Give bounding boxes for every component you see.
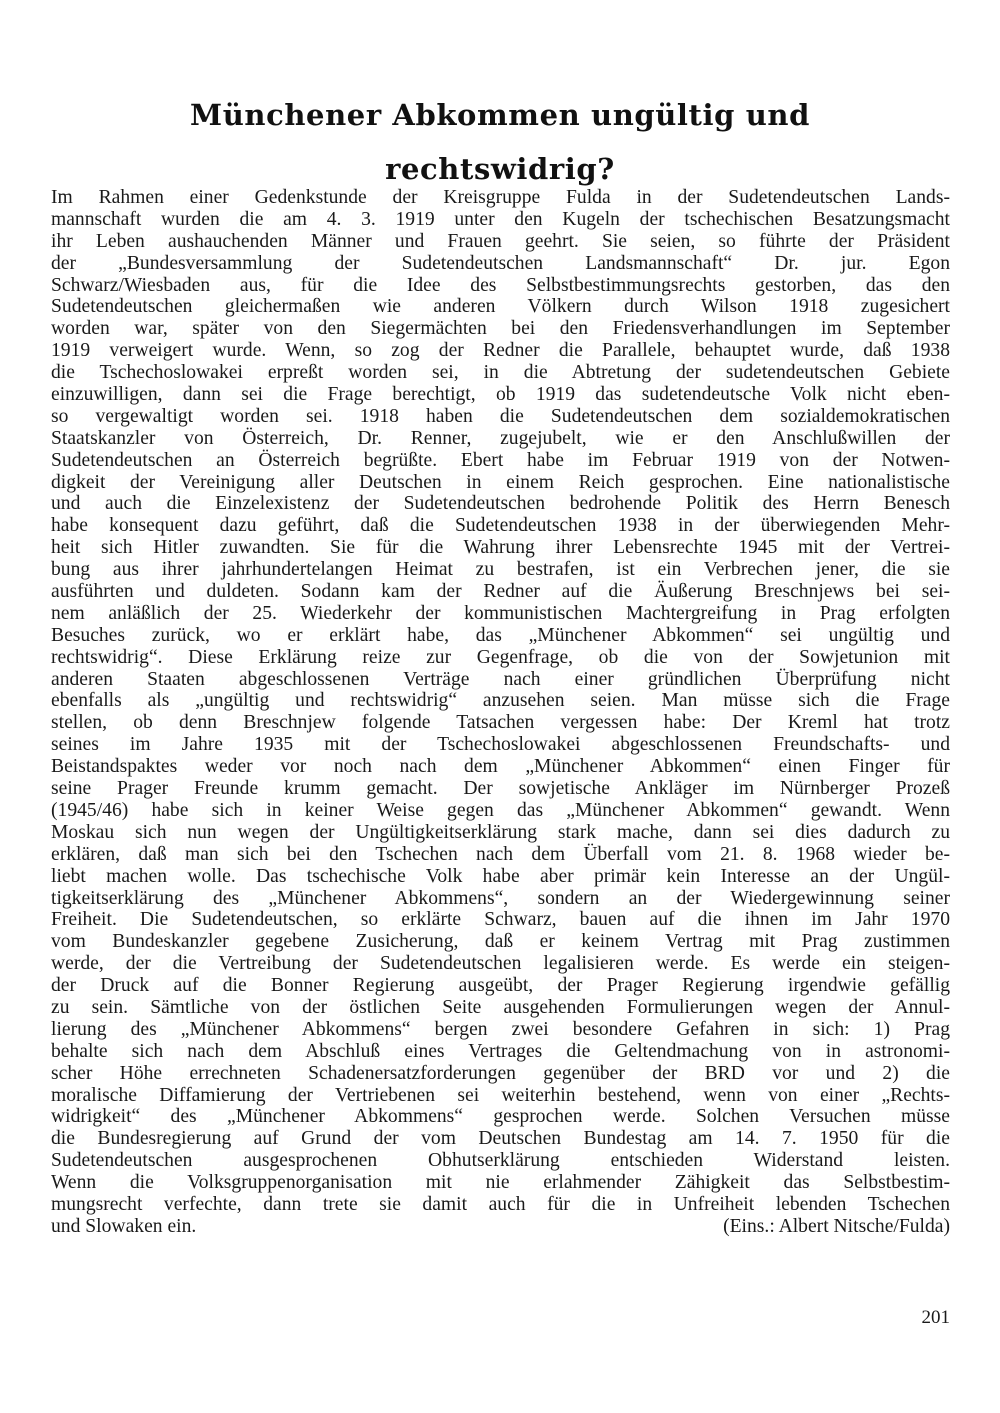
article-line: (1945/46) habe sich in keiner Weise gegen das „Münchener Abkommen“ gewandt. Wenn — [51, 799, 950, 821]
article-line: anderen Staaten abgeschlossenen Verträge nach einer gründlichen Überprüfung nicht — [51, 668, 950, 690]
article-line: 1919 verweigert wurde. Wenn, so zog der Redner die Parallele, behauptet wurde, daß 1938 — [51, 340, 950, 362]
article-line: Besuches zurück, wo er erklärt habe, das „Münchener Abkommen“ sei ungültig und — [51, 624, 950, 646]
article-line: erklären, daß man sich bei den Tschechen nach dem Überfall vom 21. 8. 1968 wieder be- — [51, 843, 950, 865]
article-line: Sudetendeutschen an Österreich begrüßte. Ebert habe im Februar 1919 von der Notwen- — [51, 449, 950, 471]
article-line: Freiheit. Die Sudetendeutschen, so erklärte Schwarz, bauen auf die ihnen im Jahr 1970 — [51, 909, 950, 931]
article-line: mungsrecht verfechte, dann trete sie damit auch für die in Unfreiheit lebenden Tschechen — [51, 1193, 950, 1215]
article-line: Im Rahmen einer Gedenkstunde der Kreisgruppe Fulda in der Sudetendeutschen Lands- — [51, 187, 950, 208]
article-line: die Tschechoslowakei erpreßt worden sei, in die Abtretung der sudetendeutschen Gebiete — [51, 362, 950, 384]
article-body — [51, 187, 950, 1238]
article-line: ausführten und duldeten. Sodann kam der Redner auf die Äußerung Breschnjews bei sei- — [51, 581, 950, 603]
article-line: zu sein. Sämtliche von der östlichen Seite ausgehenden Formulierungen wegen der Annul- — [51, 996, 950, 1018]
article-line: moralische Diffamierung der Vertriebenen sei weiterhin bestehend, wenn von einer „Rechts- — [51, 1084, 950, 1106]
article-line: mannschaft wurden die am 4. 3. 1919 unter den Kugeln der tschechischen Besatzungsmacht — [51, 208, 950, 230]
article-line: nem anläßlich der 25. Wiederkehr der kommunistischen Machtergreifung in Prag erfolgten — [51, 602, 950, 624]
article-line: scher Höhe errechneten Schadenersatzforderungen gegenüber der BRD vor und 2) die — [51, 1062, 950, 1084]
article-title-line-2: rechtswidrig? — [385, 152, 615, 186]
author-signature: (Eins.: Albert Nitsche/Fulda) — [723, 1215, 950, 1237]
article-line: stellen, ob denn Breschnjew folgende Tatsachen vergessen habe: Der Kreml hat trotz — [51, 712, 950, 734]
article-line-text: und Slowaken ein. — [51, 1215, 197, 1237]
article-line: und auch die Einzelexistenz der Sudetendeutschen bedrohende Politik des Herrn Benesch — [51, 493, 950, 515]
article-line — [51, 1216, 950, 1238]
article-line: ebenfalls als „ungültig und rechtswidrig“ anzusehen seien. Man müsse sich die Frage — [51, 690, 950, 712]
article-line: der Druck auf die Bonner Regierung ausgeübt, der Prager Regierung irgendwie gefällig — [51, 975, 950, 997]
page-number: 201 — [921, 1307, 950, 1328]
article-line: tigkeitserklärung des „Münchener Abkommens“, sondern an der Wiedergewinnung seiner — [51, 887, 950, 909]
article-line: der „Bundesversammlung der Sudetendeutschen Landsmannschaft“ Dr. jur. Egon — [51, 252, 950, 274]
article-title-line-1: Münchener Abkommen ungültig und — [190, 98, 810, 132]
article-line: habe konsequent dazu geführt, daß die Sudetendeutschen 1938 in der überwiegenden Mehr- — [51, 515, 950, 537]
article-line: seines im Jahre 1935 mit der Tschechoslowakei abgeschlossenen Freundschafts- und — [51, 734, 950, 756]
article-line: Schwarz/Wiesbaden aus, für die Idee des Selbstbestimmungsrechts gestorben, das den — [51, 274, 950, 296]
article-line: Moskau sich nun wegen der Ungültigkeitserklärung stark mache, dann sei dies dadurch zu — [51, 821, 950, 843]
article-line: die Bundesregierung auf Grund der vom Deutschen Bundestag am 14. 7. 1950 für die — [51, 1128, 950, 1150]
article-line: seine Prager Freunde krumm gemacht. Der sowjetische Ankläger im Nürnberger Prozeß — [51, 778, 950, 800]
article-line: Wenn die Volksgruppenorganisation mit nie erlahmender Zähigkeit das Selbstbestim- — [51, 1172, 950, 1194]
article-line: worden war, später von den Siegermächten bei den Friedensverhandlungen im September — [51, 318, 950, 340]
article-line: werde, der die Vertreibung der Sudetendeutschen legalisieren werde. Es werde ein steigen- — [51, 953, 950, 975]
article-line: lierung des „Münchener Abkommens“ bergen zwei besondere Gefahren in sich: 1) Prag — [51, 1018, 950, 1040]
article-line: so vergewaltigt worden sei. 1918 haben die Sudetendeutschen dem sozialdemokratischen — [51, 405, 950, 427]
article-line: Sudetendeutschen ausgesprochenen Obhutserklärung entschieden Widerstand leisten. — [51, 1150, 950, 1172]
article-line: rechtswidrig“. Diese Erklärung reize zur Gegenfrage, ob die von der Sowjetunion mit — [51, 646, 950, 668]
article-line: digkeit der Vereinigung aller Deutschen in einem Reich gesprochen. Eine nationalistische — [51, 471, 950, 493]
article-line: widrigkeit“ des „Münchener Abkommens“ gesprochen werde. Solchen Versuchen müsse — [51, 1106, 950, 1128]
article-line: Staatskanzler von Österreich, Dr. Renner, zugejubelt, wie er den Anschlußwillen der — [51, 427, 950, 449]
article-line: Beistandspaktes weder vor noch nach dem „Münchener Abkommen“ einen Finger für — [51, 756, 950, 778]
article-line: heit sich Hitler zuwandten. Sie für die Wahrung ihrer Lebensrechte 1945 mit der Vertrei- — [51, 537, 950, 559]
article-line: Sudetendeutschen gleichermaßen wie anderen Völkern durch Wilson 1918 zugesichert — [51, 296, 950, 318]
article-line: bung aus ihrer jahrhundertelangen Heimat zu bestrafen, ist ein Verbrechen jener, die sie — [51, 559, 950, 581]
article-title — [60, 88, 940, 196]
article-line: liebt machen wolle. Das tschechische Volk habe aber primär kein Interesse an der Ungül- — [51, 865, 950, 887]
article-line: einzuwilligen, dann sei die Frage berechtigt, ob 1919 das sudetendeutsche Volk nicht eben- — [51, 384, 950, 406]
article-line: behalte sich nach dem Abschluß eines Vertrages die Geltendmachung von in astronomi- — [51, 1040, 950, 1062]
article-line: ihr Leben aushauchenden Männer und Frauen geehrt. Sie seien, so führte der Präsident — [51, 230, 950, 252]
article-line: vom Bundeskanzler gegebene Zusicherung, daß er keinem Vertrag mit Prag zustimmen — [51, 931, 950, 953]
